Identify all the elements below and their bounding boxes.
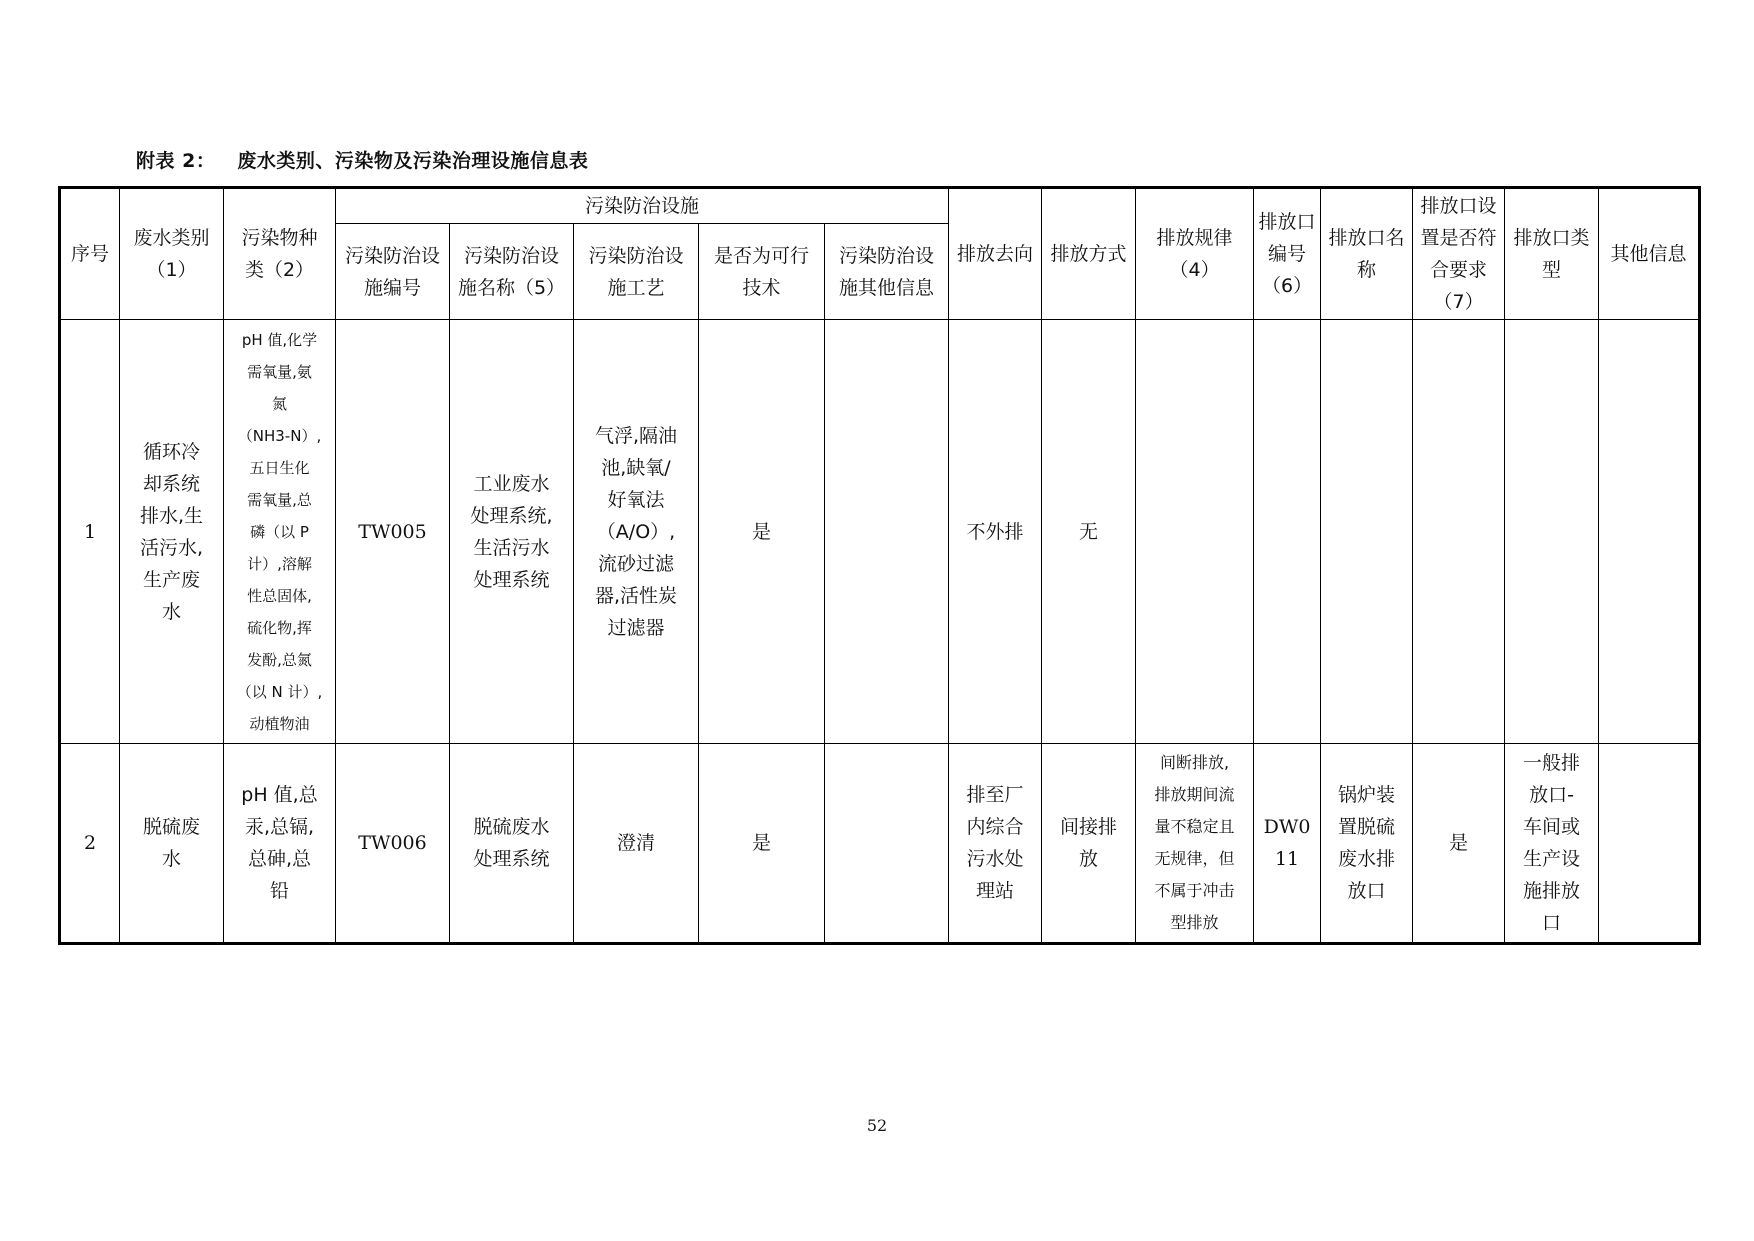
cell-wastewater-type: 循环冷 却系统 排水,生 活污水, 生产废 水 bbox=[120, 320, 224, 744]
cell-discharge-mode: 无 bbox=[1042, 320, 1136, 744]
caption-label: 附表 2： bbox=[136, 150, 216, 172]
cell-facility-name: 工业废水 处理系统, 生活污水 处理系统 bbox=[450, 320, 574, 744]
header-outlet-name: 排放口名 称 bbox=[1321, 188, 1413, 320]
cell-other-info bbox=[1599, 320, 1700, 744]
cell-outlet-type bbox=[1505, 320, 1599, 744]
cell-outlet-name bbox=[1321, 320, 1413, 744]
header-other-info: 其他信息 bbox=[1599, 188, 1700, 320]
table-caption bbox=[136, 146, 588, 173]
cell-facility-other bbox=[825, 320, 949, 744]
caption-title: 废水类别、污染物及污染治理设施信息表 bbox=[237, 150, 589, 172]
cell-other-info bbox=[1599, 744, 1700, 944]
header-pollutant-type: 污染物种 类（2） bbox=[224, 188, 336, 320]
cell-facility-code: TW005 bbox=[336, 320, 450, 744]
header-discharge-pattern: 排放规律 （4） bbox=[1136, 188, 1254, 320]
cell-destination: 排至厂 内综合 污水处 理站 bbox=[949, 744, 1042, 944]
cell-facility-other bbox=[825, 744, 949, 944]
header-facility-name: 污染防治设 施名称（5） bbox=[450, 224, 574, 320]
header-row-1 bbox=[60, 188, 1700, 224]
cell-facility-process: 气浮,隔油 池,缺氧/ 好氧法 （A/O）, 流砂过滤 器,活性炭 过滤器 bbox=[574, 320, 699, 744]
header-outlet-type: 排放口类 型 bbox=[1505, 188, 1599, 320]
cell-wastewater-type: 脱硫废 水 bbox=[120, 744, 224, 944]
header-feasible-tech: 是否为可行 技术 bbox=[699, 224, 825, 320]
cell-seq: 2 bbox=[60, 744, 120, 944]
cell-discharge-pattern: 间断排放, 排放期间流 量不稳定且 无规律，但 不属于冲击 型排放 bbox=[1136, 744, 1254, 944]
cell-outlet-compliance: 是 bbox=[1413, 744, 1505, 944]
cell-outlet-code: DW0 11 bbox=[1254, 744, 1321, 944]
cell-feasible-tech: 是 bbox=[699, 744, 825, 944]
wastewater-info-table bbox=[58, 186, 1701, 945]
cell-seq: 1 bbox=[60, 320, 120, 744]
page-number: 52 bbox=[866, 1116, 888, 1135]
table-row bbox=[60, 320, 1700, 744]
header-group-facility: 污染防治设施 bbox=[336, 188, 949, 224]
header-facility-other: 污染防治设 施其他信息 bbox=[825, 224, 949, 320]
cell-pollutant-type: pH 值,化学 需氧量,氨 氮 （NH3-N）, 五日生化 需氧量,总 磷（以 P 计）,溶解 性总固体, 硫化物,挥 发酚,总氮 （以 N 计）, 动植物油 bbox=[224, 320, 336, 744]
header-destination: 排放去向 bbox=[949, 188, 1042, 320]
header-wastewater-type: 废水类别 （1） bbox=[120, 188, 224, 320]
header-discharge-mode: 排放方式 bbox=[1042, 188, 1136, 320]
header-outlet-compliance: 排放口设 置是否符 合要求 （7） bbox=[1413, 188, 1505, 320]
cell-facility-code: TW006 bbox=[336, 744, 450, 944]
cell-facility-name: 脱硫废水 处理系统 bbox=[450, 744, 574, 944]
cell-outlet-type: 一般排 放口- 车间或 生产设 施排放 口 bbox=[1505, 744, 1599, 944]
header-outlet-code: 排放口 编号 （6） bbox=[1254, 188, 1321, 320]
header-facility-process: 污染防治设 施工艺 bbox=[574, 224, 699, 320]
cell-outlet-name: 锅炉装 置脱硫 废水排 放口 bbox=[1321, 744, 1413, 944]
cell-discharge-pattern bbox=[1136, 320, 1254, 744]
cell-facility-process: 澄清 bbox=[574, 744, 699, 944]
cell-outlet-compliance bbox=[1413, 320, 1505, 744]
header-seq: 序号 bbox=[60, 188, 120, 320]
cell-pollutant-type: pH 值,总 汞,总镉, 总砷,总 铅 bbox=[224, 744, 336, 944]
table-row bbox=[60, 744, 1700, 944]
header-facility-code: 污染防治设 施编号 bbox=[336, 224, 450, 320]
cell-destination: 不外排 bbox=[949, 320, 1042, 744]
cell-discharge-mode: 间接排 放 bbox=[1042, 744, 1136, 944]
cell-feasible-tech: 是 bbox=[699, 320, 825, 744]
cell-outlet-code bbox=[1254, 320, 1321, 744]
